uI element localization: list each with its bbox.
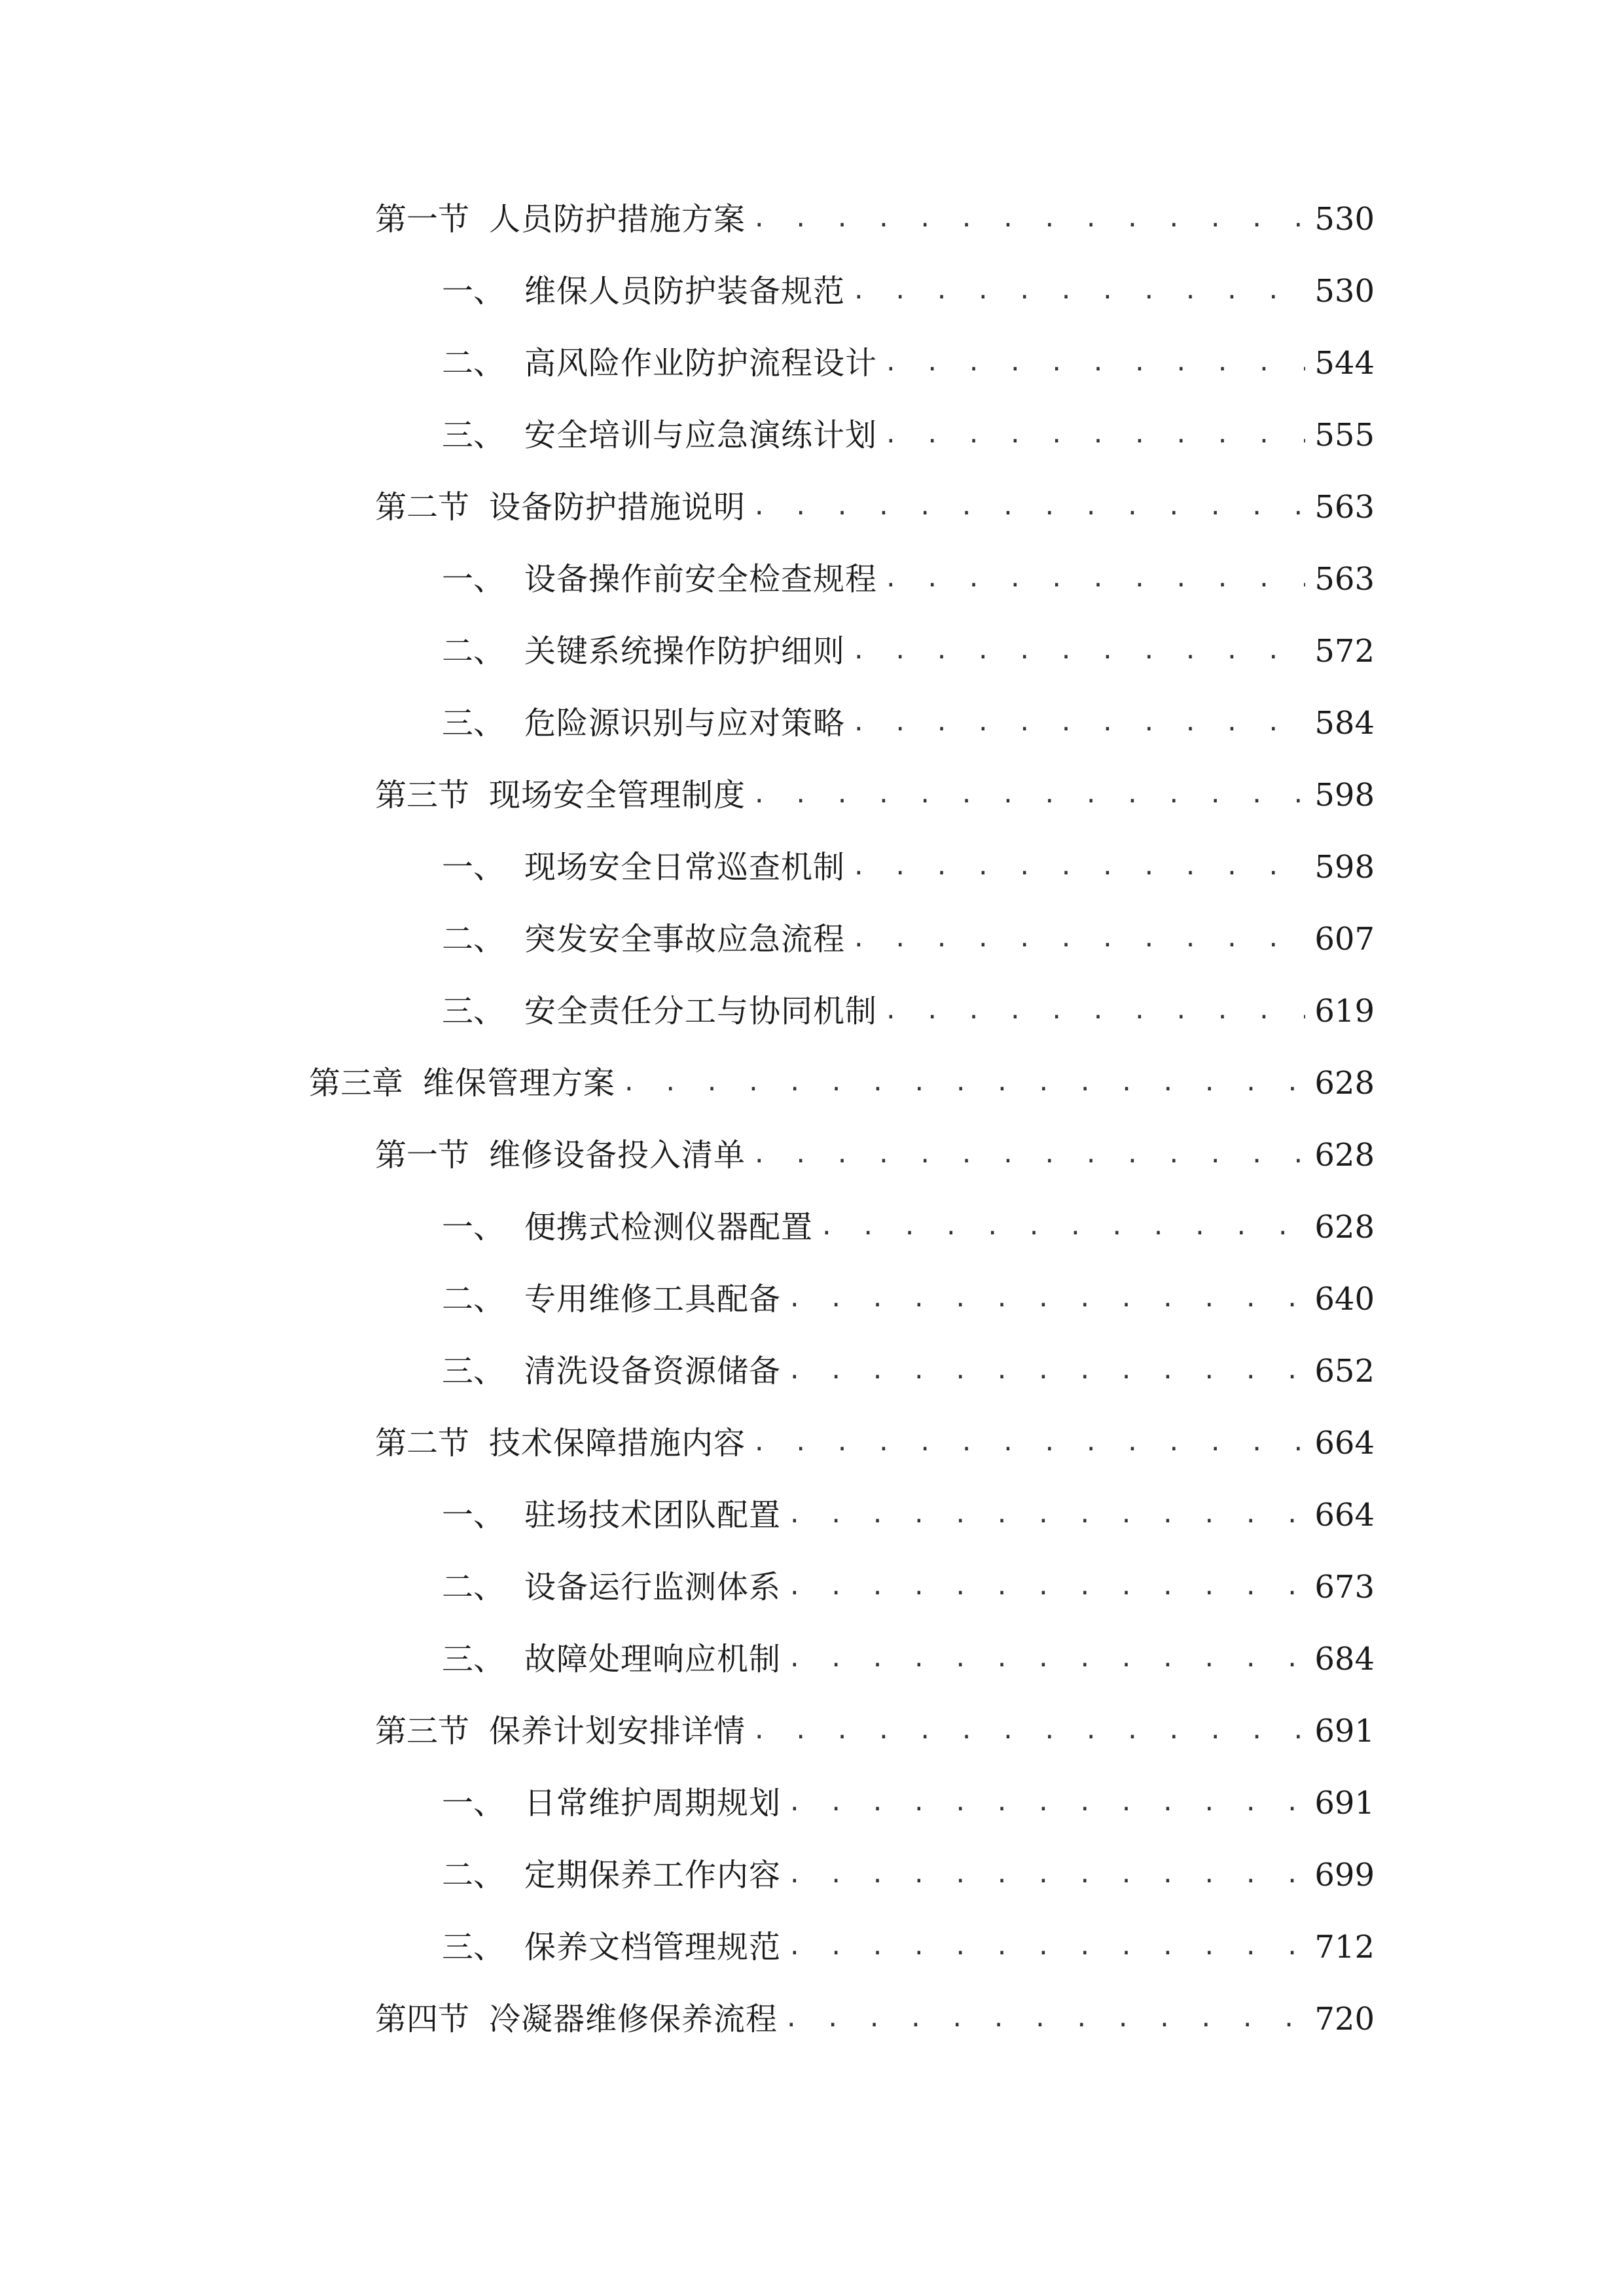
toc-entry-title: 关键系统操作防护细则 (524, 633, 846, 670)
toc-entry-title: 现场安全管理制度 (489, 777, 746, 814)
toc-entry-prefix: 二、 (442, 1857, 505, 1893)
toc-entry-prefix: 第一节 (375, 1137, 470, 1174)
toc-entry-prefix: 二、 (442, 1569, 505, 1605)
toc-entry-prefix: 二、 (442, 633, 505, 670)
toc-entry-prefix: 二、 (442, 921, 505, 958)
toc-entry-item[interactable] (0, 975, 1624, 1047)
toc-entry-prefix: 第三节 (375, 777, 470, 814)
toc-entry-title: 高风险作业防护流程设计 (524, 345, 878, 382)
toc-entry-title: 技术保障措施内容 (489, 1425, 746, 1462)
toc-entry-title: 设备操作前安全检查规程 (524, 561, 878, 598)
toc-entry-page-number: 720 (1314, 2001, 1375, 2037)
toc-entry-page-number: 691 (1314, 1713, 1375, 1749)
toc-entry-title: 维修设备投入清单 (489, 1137, 746, 1174)
toc-entry-prefix: 第三章 (309, 1065, 404, 1102)
dot-leader (852, 687, 1305, 759)
toc-entry-prefix: 第四节 (375, 2001, 470, 2037)
toc-entry-prefix: 三、 (442, 1929, 505, 1965)
toc-entry-page-number: 640 (1314, 1281, 1375, 1318)
toc-entry-title: 人员防护措施方案 (489, 201, 746, 238)
toc-entry-title: 冷凝器维修保养流程 (489, 2001, 778, 2037)
toc-entry-prefix: 二、 (442, 345, 505, 382)
toc-entry-title: 驻场技术团队配置 (524, 1497, 782, 1534)
dot-leader (820, 1191, 1305, 1263)
toc-entry-prefix: 三、 (442, 993, 505, 1030)
dot-leader (787, 1767, 1305, 1839)
toc-entry-title: 便携式检测仪器配置 (524, 1209, 814, 1246)
toc-entry-section[interactable] (0, 1983, 1624, 2055)
dot-leader (852, 831, 1305, 903)
toc-entry-prefix: 一、 (442, 1785, 505, 1821)
toc-entry-item[interactable] (0, 327, 1624, 399)
toc-entry-section[interactable] (0, 1695, 1624, 1767)
toc-entry-prefix: 一、 (442, 273, 505, 310)
toc-entry-item[interactable] (0, 1623, 1624, 1695)
dot-leader (852, 903, 1305, 975)
toc-entry-section[interactable] (0, 1407, 1624, 1479)
dot-leader (787, 1479, 1305, 1551)
toc-entry-prefix: 第二节 (375, 489, 470, 526)
dot-leader (852, 255, 1305, 327)
toc-entry-section[interactable] (0, 183, 1624, 255)
toc-entry-page-number: 664 (1314, 1497, 1375, 1534)
dot-leader (884, 543, 1305, 615)
toc-entry-item[interactable] (0, 615, 1624, 687)
toc-entry-title: 安全培训与应急演练计划 (524, 417, 878, 454)
toc-entry-item[interactable] (0, 255, 1624, 327)
dot-leader (752, 471, 1305, 543)
toc-entry-item[interactable] (0, 543, 1624, 615)
toc-entry-prefix: 一、 (442, 849, 505, 886)
toc-entry-title: 危险源识别与应对策略 (524, 705, 846, 742)
toc-entry-page-number: 530 (1314, 201, 1375, 238)
toc-entry-section[interactable] (0, 1119, 1624, 1191)
toc-entry-page-number: 563 (1314, 489, 1375, 526)
toc-entry-item[interactable] (0, 1335, 1624, 1407)
dot-leader (852, 615, 1305, 687)
toc-entry-prefix: 三、 (442, 417, 505, 454)
dot-leader (787, 1263, 1305, 1335)
toc-entry-title: 设备运行监测体系 (524, 1569, 782, 1605)
toc-entry-page-number: 598 (1314, 777, 1375, 814)
dot-leader (787, 1335, 1305, 1407)
toc-entry-title: 保养计划安排详情 (489, 1713, 746, 1749)
toc-entry-prefix: 二、 (442, 1281, 505, 1318)
dot-leader (884, 975, 1305, 1047)
dot-leader (622, 1047, 1305, 1119)
dot-leader (752, 1119, 1305, 1191)
toc-entry-prefix: 第一节 (375, 201, 470, 238)
dot-leader (787, 1839, 1305, 1911)
toc-entry-title: 安全责任分工与协同机制 (524, 993, 878, 1030)
toc-entry-item[interactable] (0, 1839, 1624, 1911)
toc-entry-title: 保养文档管理规范 (524, 1929, 782, 1965)
dot-leader (752, 183, 1305, 255)
toc-entry-title: 维保人员防护装备规范 (524, 273, 846, 310)
table-of-contents (0, 183, 1624, 2055)
toc-entry-prefix: 一、 (442, 1497, 505, 1534)
toc-entry-page-number: 712 (1314, 1929, 1375, 1965)
toc-entry-page-number: 584 (1314, 705, 1375, 742)
toc-entry-prefix: 第二节 (375, 1425, 470, 1462)
dot-leader (787, 1623, 1305, 1695)
toc-entry-title: 定期保养工作内容 (524, 1857, 782, 1893)
toc-entry-page-number: 628 (1314, 1209, 1375, 1246)
toc-entry-prefix: 三、 (442, 705, 505, 742)
toc-entry-page-number: 530 (1314, 273, 1375, 310)
toc-entry-item[interactable] (0, 1767, 1624, 1839)
toc-entry-prefix: 三、 (442, 1641, 505, 1677)
toc-entry-page-number: 652 (1314, 1353, 1375, 1390)
toc-entry-title: 突发安全事故应急流程 (524, 921, 846, 958)
toc-entry-title: 现场安全日常巡查机制 (524, 849, 846, 886)
toc-entry-item[interactable] (0, 687, 1624, 759)
toc-entry-item[interactable] (0, 1263, 1624, 1335)
toc-entry-page-number: 699 (1314, 1857, 1375, 1893)
toc-entry-title: 维保管理方案 (423, 1065, 616, 1102)
toc-entry-page-number: 563 (1314, 561, 1375, 598)
toc-entry-page-number: 572 (1314, 633, 1375, 670)
toc-entry-item[interactable] (0, 831, 1624, 903)
toc-entry-page-number: 619 (1314, 993, 1375, 1030)
toc-entry-page-number: 628 (1314, 1065, 1375, 1102)
dot-leader (784, 1983, 1305, 2055)
toc-entry-page-number: 607 (1314, 921, 1375, 958)
toc-entry-prefix: 一、 (442, 561, 505, 598)
toc-entry-page-number: 544 (1314, 345, 1375, 382)
toc-entry-prefix: 一、 (442, 1209, 505, 1246)
dot-leader (884, 327, 1305, 399)
toc-entry-page-number: 628 (1314, 1137, 1375, 1174)
toc-entry-title: 日常维护周期规划 (524, 1785, 782, 1821)
toc-entry-item[interactable] (0, 1479, 1624, 1551)
toc-entry-title: 设备防护措施说明 (489, 489, 746, 526)
toc-entry-title: 故障处理响应机制 (524, 1641, 782, 1677)
toc-entry-item[interactable] (0, 1191, 1624, 1263)
dot-leader (752, 1695, 1305, 1767)
toc-entry-item[interactable] (0, 1551, 1624, 1623)
toc-entry-section[interactable] (0, 759, 1624, 831)
toc-entry-item[interactable] (0, 1911, 1624, 1983)
toc-entry-prefix: 第三节 (375, 1713, 470, 1749)
toc-entry-page-number: 664 (1314, 1425, 1375, 1462)
toc-entry-title: 专用维修工具配备 (524, 1281, 782, 1318)
toc-entry-page-number: 691 (1314, 1785, 1375, 1821)
dot-leader (884, 399, 1305, 471)
toc-entry-chapter[interactable] (0, 1047, 1624, 1119)
dot-leader (787, 1911, 1305, 1983)
toc-entry-item[interactable] (0, 903, 1624, 975)
toc-entry-prefix: 三、 (442, 1353, 505, 1390)
toc-entry-page-number: 684 (1314, 1641, 1375, 1677)
toc-entry-section[interactable] (0, 471, 1624, 543)
toc-entry-page-number: 673 (1314, 1569, 1375, 1605)
dot-leader (752, 1407, 1305, 1479)
toc-entry-page-number: 598 (1314, 849, 1375, 886)
toc-entry-item[interactable] (0, 399, 1624, 471)
toc-entry-page-number: 555 (1314, 417, 1375, 454)
dot-leader (787, 1551, 1305, 1623)
dot-leader (752, 759, 1305, 831)
toc-entry-title: 清洗设备资源储备 (524, 1353, 782, 1390)
